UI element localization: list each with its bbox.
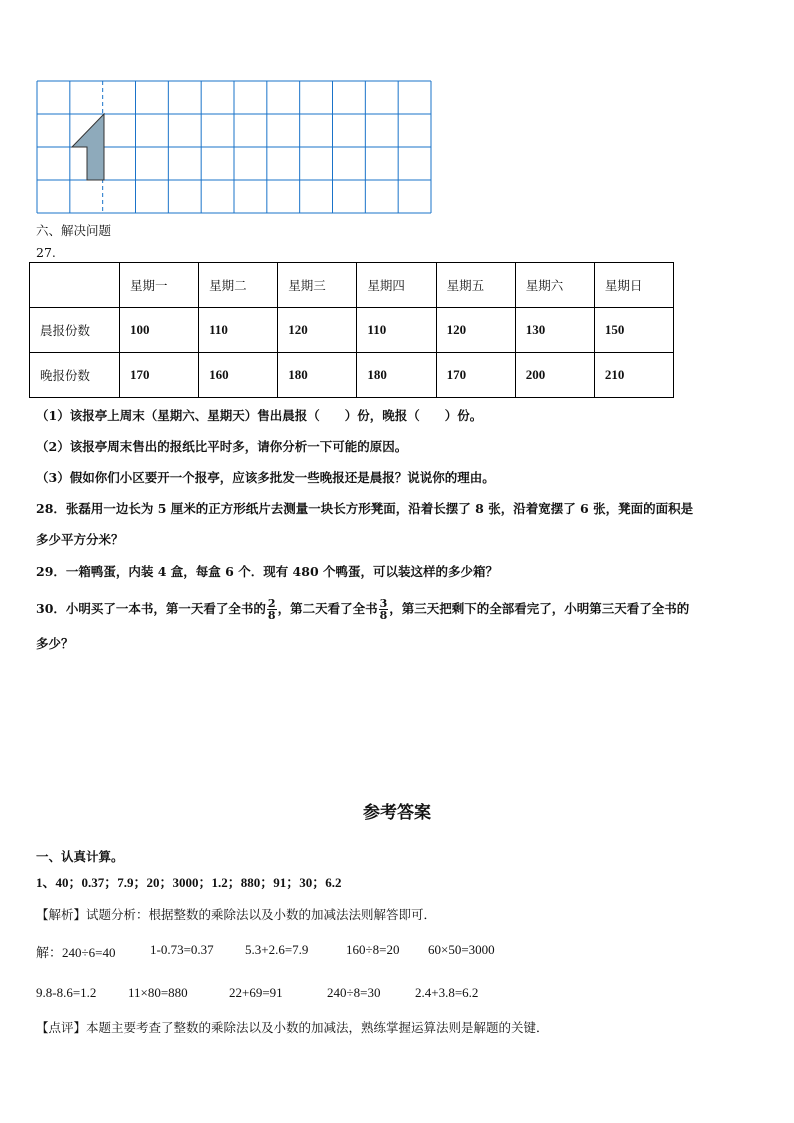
table-cell: 170 bbox=[436, 353, 515, 398]
table-cell: 130 bbox=[515, 308, 594, 353]
answer-1: 1、40；0.37；7.9；20；3000；1.2；880；91；30；6.2 bbox=[36, 875, 342, 890]
answer-section1: 一、认真计算。 bbox=[36, 849, 124, 864]
table-cell: 120 bbox=[278, 308, 357, 353]
table-cell: 110 bbox=[357, 308, 436, 353]
row-label: 晨报份数 bbox=[30, 308, 120, 353]
q30-line1 bbox=[36, 597, 689, 621]
table-cell: 210 bbox=[594, 353, 673, 398]
calc-item: 解：240÷6=40 bbox=[36, 945, 116, 960]
q30-part2: ，第二天看了全书 bbox=[277, 601, 378, 616]
q30-line2: 多少？ bbox=[36, 636, 74, 651]
table-cell: 160 bbox=[199, 353, 278, 398]
table-header-row bbox=[30, 263, 674, 308]
answer-analysis: 【解析】试题分析：根据整数的乘除法以及小数的加减法法则解答即可． bbox=[36, 907, 437, 922]
table-header-cell: 星期日 bbox=[594, 263, 673, 308]
table-header-cell: 星期六 bbox=[515, 263, 594, 308]
table-cell: 110 bbox=[199, 308, 278, 353]
calc-item: 160÷8=20 bbox=[346, 942, 400, 957]
q30-part3: ，第三天把剩下的全部看完了，小明第三天看了全书的 bbox=[389, 601, 690, 616]
table-header-cell: 星期四 bbox=[357, 263, 436, 308]
q28-line1: 28．张磊用一边长为 5 厘米的正方形纸片去测量一块长方形凳面，沿着长摆了 8 张，沿着宽摆了 6 张，凳面的面积是 bbox=[36, 501, 694, 516]
table-cell: 170 bbox=[120, 353, 199, 398]
table-cell: 180 bbox=[357, 353, 436, 398]
calc-item: 22+69=91 bbox=[229, 985, 283, 1000]
table-cell: 100 bbox=[120, 308, 199, 353]
answer-title: 参考答案 bbox=[363, 803, 431, 823]
fraction-denominator: 8 bbox=[379, 609, 388, 622]
table-header-cell: 星期五 bbox=[436, 263, 515, 308]
table-header-cell bbox=[30, 263, 120, 308]
table-cell: 200 bbox=[515, 353, 594, 398]
q27-sub3: （3）假如你们小区要开一个报亭，应该多批发一些晚报还是晨报？说说你的理由。 bbox=[36, 470, 495, 485]
grid-shape bbox=[72, 114, 104, 180]
table-row bbox=[30, 308, 674, 353]
table-header-cell: 星期一 bbox=[120, 263, 199, 308]
table-cell: 150 bbox=[594, 308, 673, 353]
calc-item: 2.4+3.8=6.2 bbox=[415, 985, 479, 1000]
fraction-2-8 bbox=[267, 598, 277, 621]
table-header-cell: 星期三 bbox=[278, 263, 357, 308]
calc-item: 5.3+2.6=7.9 bbox=[245, 942, 309, 957]
table-cell: 120 bbox=[436, 308, 515, 353]
calc-item: 1-0.73=0.37 bbox=[150, 942, 214, 957]
calc-item: 9.8-8.6=1.2 bbox=[36, 985, 97, 1000]
calc-item: 11×80=880 bbox=[128, 985, 188, 1000]
section6-heading: 六、解决问题 bbox=[36, 223, 112, 238]
fraction-3-8 bbox=[379, 598, 389, 621]
answer-comment: 【点评】本题主要考查了整数的乘除法以及小数的加减法，熟练掌握运算法则是解题的关键． bbox=[36, 1020, 549, 1035]
row-label: 晚报份数 bbox=[30, 353, 120, 398]
grid-figure bbox=[36, 80, 432, 216]
q28-line2: 多少平方分米？ bbox=[36, 532, 124, 547]
table-header-cell: 星期二 bbox=[199, 263, 278, 308]
fraction-numerator: 3 bbox=[379, 597, 388, 610]
calc-item: 60×50=3000 bbox=[428, 942, 495, 957]
newspaper-table bbox=[29, 262, 674, 398]
q27-sub2: （2）该报亭周末售出的报纸比平时多，请你分析一下可能的原因。 bbox=[36, 439, 408, 454]
q29-text: 29．一箱鸭蛋，内装 4 盒，每盒 6 个．现有 480 个鸭蛋，可以装这样的多少箱？ bbox=[36, 564, 498, 579]
fraction-denominator: 8 bbox=[267, 609, 276, 622]
calc-item: 240÷8=30 bbox=[327, 985, 381, 1000]
table-row bbox=[30, 353, 674, 398]
fraction-numerator: 2 bbox=[267, 597, 276, 610]
table-cell: 180 bbox=[278, 353, 357, 398]
q30-part1: 30．小明买了一本书，第一天看了全书的 bbox=[36, 601, 266, 616]
q27-sub1: （1）该报亭上周末（星期六、星期天）售出晨报（ ）份，晚报（ ）份。 bbox=[36, 408, 483, 423]
q27-number: 27. bbox=[36, 245, 56, 260]
